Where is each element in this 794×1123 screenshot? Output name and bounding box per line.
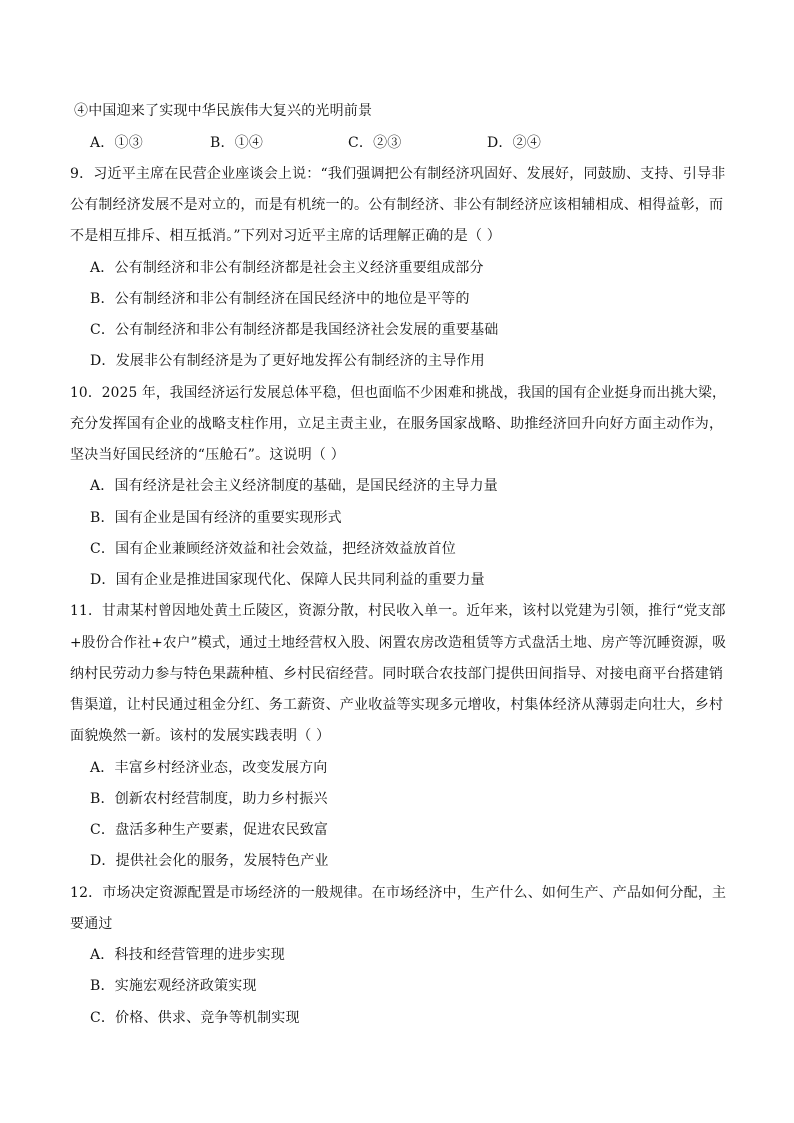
q9-stem-line-2: 公有制经济发展不是对立的，而是有机统一的。公有制经济、非公有制经济应该相辅相成、相得益彰，而 (70, 197, 724, 213)
q9-option-b[interactable]: B．公有制经济和非公有制经济在国民经济中的地位是平等的 (90, 291, 470, 307)
q11-stem-line-4: 售渠道，让村民通过租金分红、务工薪资、产业收益等实现多元增收，村集体经济从薄弱走向壮大，乡村 (70, 697, 724, 713)
q10-stem-line-2: 充分发挥国有企业的战略支柱作用，立足主责主业，在服务国家战略、助推经济回升向好方面主动作为， (70, 416, 724, 432)
q10-stem-line-3: 坚决当好国民经济的“压舱石”。这说明（ ） (70, 447, 345, 463)
q11-stem-line-1: 11．甘肃某村曾因地处黄土丘陵区，资源分散，村民收入单一。近年来，该村以党建为引领，推行“党支部 (70, 603, 726, 619)
q8-item-4: ④中国迎来了实现中华民族伟大复兴的光明前景 (74, 103, 373, 119)
q12-stem-line-2: 要通过 (70, 916, 113, 932)
q9-stem-line-3: 不是相互排斥、相互抵消。”下列对习近平主席的话理解正确的是（ ） (70, 228, 502, 244)
q11-stem-line-5: 面貌焕然一新。该村的发展实践表明（ ） (70, 728, 331, 744)
q11-stem-line-2: +股份合作社+农户”模式，通过土地经营权入股、闲置农房改造租赁等方式盘活土地、房产等沉睡资源，吸 (70, 635, 727, 651)
q8-option-b[interactable]: B．①④ (210, 135, 264, 151)
q9-option-a[interactable]: A．公有制经济和非公有制经济都是社会主义经济重要组成部分 (90, 260, 484, 276)
q10-option-b[interactable]: B．国有企业是国有经济的重要实现形式 (90, 510, 342, 526)
q11-option-b[interactable]: B．创新农村经营制度，助力乡村振兴 (90, 791, 328, 807)
q11-stem-line-3: 纳村民劳动力参与特色果蔬种植、乡村民宿经营。同时联合农技部门提供田间指导、对接电商平台搭建销 (70, 666, 724, 682)
q11-option-a[interactable]: A．丰富乡村经济业态，改变发展方向 (90, 760, 328, 776)
q12-option-c[interactable]: C．价格、供求、竞争等机制实现 (90, 1010, 300, 1026)
q10-stem-line-1: 10．2025 年，我国经济运行发展总体平稳，但也面临不少困难和挑战，我国的国有企业挺身而出挑大梁， (70, 385, 726, 401)
q10-option-d[interactable]: D．国有企业是推进国家现代化、保障人民共同利益的重要力量 (90, 572, 485, 588)
q11-option-d[interactable]: D．提供社会化的服务，发展特色产业 (90, 853, 329, 869)
q9-option-d[interactable]: D．发展非公有制经济是为了更好地发挥公有制经济的主导作用 (90, 353, 485, 369)
q11-option-c[interactable]: C．盘活多种生产要素，促进农民致富 (90, 822, 329, 838)
q8-option-d[interactable]: D．②④ (487, 135, 542, 151)
q10-option-c[interactable]: C．国有企业兼顾经济效益和社会效益，把经济效益放首位 (90, 541, 456, 557)
q12-option-a[interactable]: A．科技和经营管理的进步实现 (90, 947, 285, 963)
q12-stem-line-1: 12．市场决定资源配置是市场经济的一般规律。在市场经济中，生产什么、如何生产、产品如何分配，主 (70, 885, 727, 901)
q10-option-a[interactable]: A．国有经济是社会主义经济制度的基础，是国民经济的主导力量 (90, 478, 498, 494)
q8-option-c[interactable]: C．②③ (348, 135, 402, 151)
q9-stem-line-1: 9．习近平主席在民营企业座谈会上说：“我们强调把公有制经济巩固好、发展好，同鼓励、支持、引导非 (70, 166, 726, 182)
q8-option-a[interactable]: A．①③ (90, 135, 143, 151)
q12-option-b[interactable]: B．实施宏观经济政策实现 (90, 978, 257, 994)
q9-option-c[interactable]: C．公有制经济和非公有制经济都是我国经济社会发展的重要基础 (90, 322, 499, 338)
